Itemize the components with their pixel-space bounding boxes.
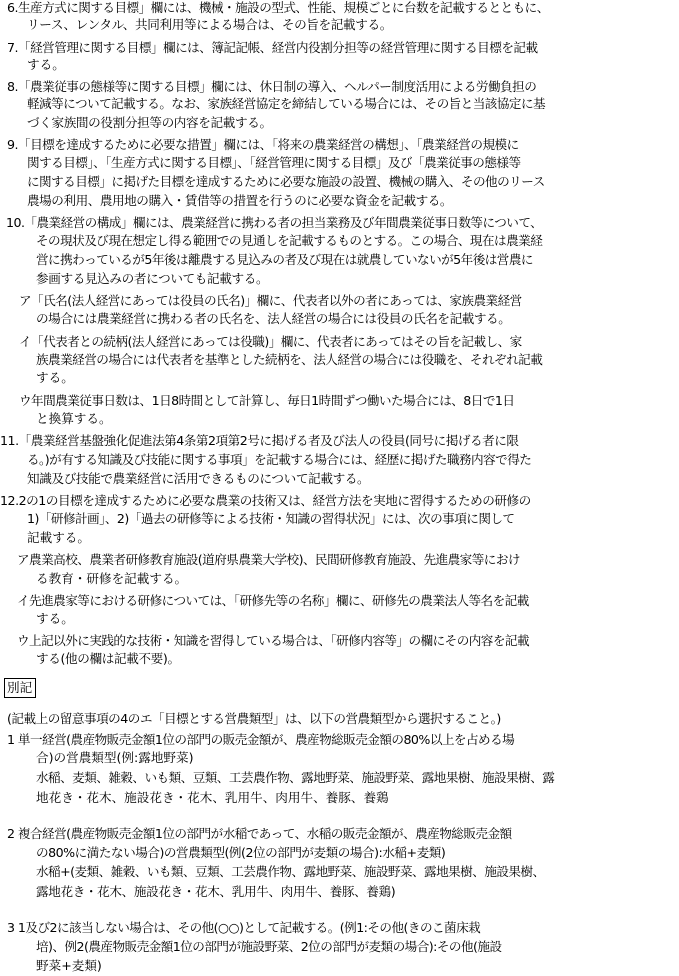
text-line: 6.生産方式に関する目標」欄には、機械・施設の型式、性能、規模ごとに台数を記載するとともに、 — [7, 0, 549, 15]
text-line: する。 — [36, 370, 74, 385]
text-line: ア「氏名(法人経営にあっては役員の氏名)」欄に、代表者以外の者にあっては、家族農業経営 — [19, 293, 522, 308]
text-line: 合)の営農類型(例:露地野菜) — [36, 750, 194, 765]
text-line: 2 複合経営(農産物販売金額1位の部門が水稲であって、水稲の販売金額が、農産物総販売金額 — [7, 826, 512, 841]
text-line: 11.「農業経営基盤強化促進法第4条第2項第2号に掲げる者及び法人の役員(同号に掲げる者に限 — [0, 433, 519, 448]
text-line: 参画する見込みの者についても記載する。 — [36, 271, 269, 286]
text-line: 7.「経営管理に関する目標」欄には、簿記記帳、経営内役割分担等の経営管理に関する目標を記載 — [7, 40, 538, 55]
text-line: イ先進農家等における研修については、「研修先等の名称」欄に、研修先の農業法人等名を記載 — [17, 593, 529, 608]
text-line: 3 1及び2に該当しない場合は、その他(○○)として記載する。(例1:その他(きのこ菌床栽 — [7, 920, 481, 935]
text-line: る教育・研修を記載する。 — [36, 571, 188, 586]
text-line: 露地花き・花木、施設花き・花木、乳用牛、肉用牛、養豚、養鶏) — [36, 884, 396, 899]
text-line: する(他の欄は記載不要)。 — [36, 651, 180, 666]
text-line: 営に携わっているが5年後は離農する見込みの者及び現在は就農していないが5年後は営農に — [36, 252, 533, 267]
betsuki-label: 別記 — [7, 680, 33, 695]
text-line: 9.「目標を達成するために必要な措置」欄には、「将来の農業経営の構想」、「農業経営の規模に — [7, 137, 519, 152]
text-line: 水稲+(麦類、雑穀、いも類、豆類、工芸農作物、露地野菜、施設野菜、露地果樹、施設果樹、 — [36, 864, 545, 879]
text-line: ア農業高校、農業者研修教育施設(道府県農業大学校)、民間研修教育施設、先進農家等におけ — [17, 552, 520, 567]
text-line: 地花き・花木、施設花き・花木、乳用牛、肉用牛、養豚、養鶏 — [36, 790, 389, 805]
text-line: 族農業経営の場合には代表者を基準とした続柄を、法人経営の場合には役職を、それぞれ記載 — [36, 352, 543, 367]
text-line: 知識及び技能で農業経営に活用できるものについて記載する。 — [27, 471, 370, 486]
text-line: 関する目標」、「生産方式に関する目標」、「経営管理に関する目標」及び「農業従事の態様等 — [27, 155, 521, 170]
text-line: 農場の利用、農用地の購入・賃借等の措置を行うのに必要な資金を記載する。 — [27, 193, 453, 208]
text-line: 軽減等について記載する。なお、家族経営協定を締結している場合には、その旨と当該協定に基 — [27, 96, 546, 111]
text-line: 1 単一経営(農産物販売金額1位の部門の販売金額が、農産物総販売金額の80%以上を占める場 — [7, 732, 515, 747]
text-line: 野菜+麦類) — [36, 958, 102, 973]
text-line: の場合には農業経営に携わる者の氏名を、法人経営の場合には役員の氏名を記載する。 — [36, 311, 511, 326]
text-line: 12.2の1の目標を達成するために必要な農業の技術又は、経営方法を実地に習得するための研修の — [0, 493, 531, 508]
text-line: と換算する。 — [36, 411, 112, 426]
text-line: 記載する。 — [27, 530, 90, 545]
text-line: その現状及び現在想定し得る範囲での見通しを記載するものとする。この場合、現在は農業経 — [36, 233, 543, 248]
text-line: 培)、例2(農産物販売金額1位の部門が施設野菜、2位の部門が麦類の場合):その他(施設 — [36, 939, 502, 954]
text-line: イ「代表者との続柄(法人経営にあっては役職)」欄に、代表者にあってはその旨を記載し、家 — [19, 334, 522, 349]
text-line: (記載上の留意事項の4のエ「目標とする営農類型」は、以下の営農類型から選択すること。) — [7, 711, 501, 726]
text-line: 水稲、麦類、雑穀、いも類、豆類、工芸農作物、露地野菜、施設野菜、露地果樹、施設果樹、露 — [36, 770, 555, 785]
text-line: 1)「研修計画」、2)「過去の研修等による技術・知識の習得状況」には、次の事項に関して — [27, 511, 515, 526]
text-line: の80%に満たない場合)の営農類型(例(2位の部門が麦類の場合):水稲+麦類) — [36, 845, 446, 860]
text-line: ウ年間農業従事日数は、1日8時間として計算し、毎日1時間ずつ働いた場合には、8日で1日 — [19, 393, 515, 408]
text-line: に関する目標」に掲げた目標を達成するために必要な施設の設置、機械の購入、その他のリース — [27, 174, 545, 189]
text-line: 10.「農業経営の構成」欄には、農業経営に携わる者の担当業務及び年間農業従事日数等について、 — [6, 215, 543, 230]
text-line: ウ上記以外に実践的な技術・知識を習得している場合は、「研修内容等」の欄にその内容を記載 — [17, 633, 530, 648]
text-line: る。)が有する知識及び技能に関する事項」を記載する場合には、経歴に掲げた職務内容で得た — [27, 452, 532, 467]
text-line: する。 — [36, 611, 74, 626]
text-line: 8.「農業従事の態様等に関する目標」欄には、休日制の導入、ヘルパー制度活用による労働負担の — [7, 79, 537, 94]
text-line: する。 — [27, 57, 65, 72]
text-line: づく家族間の役割分担等の内容を記載する。 — [27, 115, 272, 130]
text-line: リース、レンタル、共同利用等による場合は、その旨を記載する。 — [27, 17, 392, 32]
